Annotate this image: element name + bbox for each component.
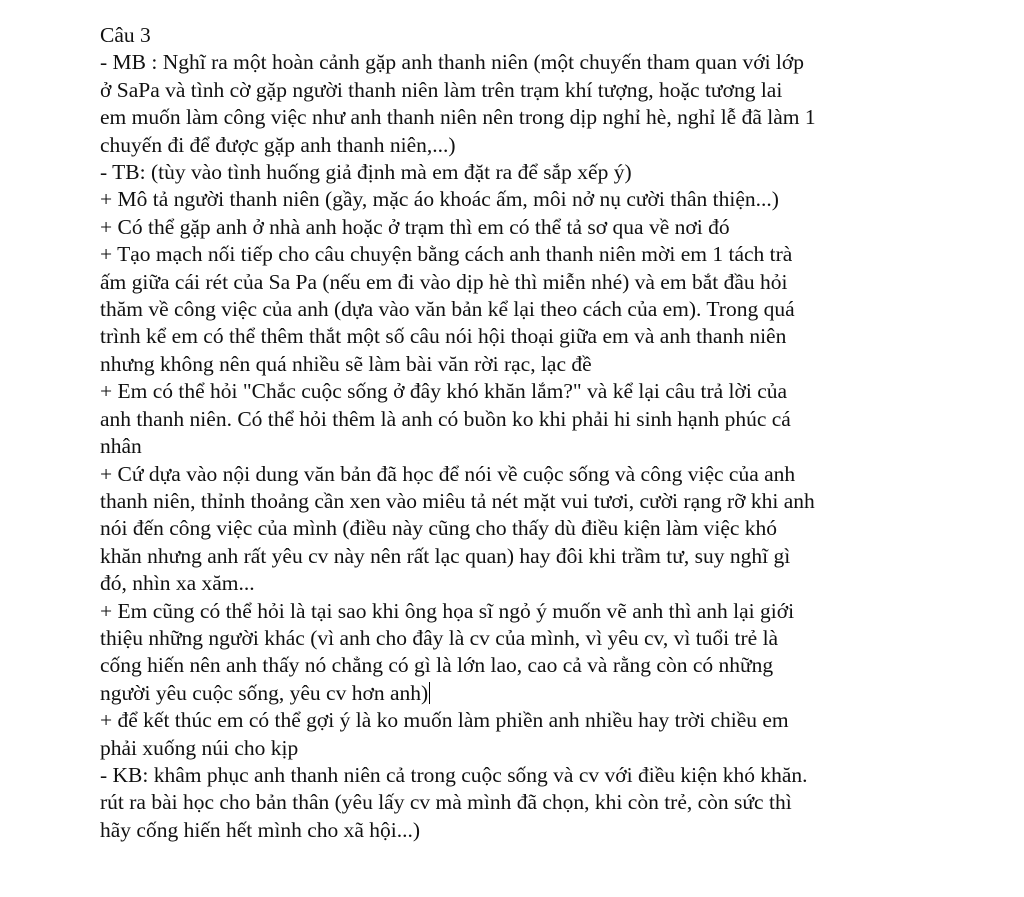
text-line: rút ra bài học cho bản thân (yêu lấy cv mà mình đã chọn, khi còn trẻ, còn sức thì (100, 790, 792, 815)
text-line-with-caret (100, 680, 1000, 707)
text-line: - TB: (tùy vào tình huống giả định mà em đặt ra để sắp xếp ý) (100, 160, 632, 185)
text-line: em muốn làm công việc như anh thanh niên nên trong dịp nghỉ hè, nghỉ lễ đã làm 1 (100, 105, 816, 130)
text-line: thiệu những người khác (vì anh cho đây là cv của mình, vì yêu cv, vì tuổi trẻ là (100, 625, 779, 650)
text-line: + Có thể gặp anh ở nhà anh hoặc ở trạm thì em có thể tả sơ qua về nơi đó (100, 214, 730, 239)
text-line: - KB: khâm phục anh thanh niên cả trong cuộc sống và cv với điều kiện khó khăn. (100, 762, 808, 787)
text-line: khăn nhưng anh rất yêu cv này nên rất lạc quan) hay đôi khi trầm tư, suy nghĩ gì (100, 543, 791, 568)
text-line: + để kết thúc em có thể gợi ý là ko muốn làm phiền anh nhiều hay trời chiều em (100, 708, 789, 733)
text-line: ở SaPa và tình cờ gặp người thanh niên làm trên trạm khí tượng, hoặc tương lai (100, 77, 783, 102)
text-line: nhân (100, 434, 142, 459)
text-line: nói đến công việc của mình (điều này cũng cho thấy dù điều kiện làm việc khó (100, 516, 778, 541)
text-line: ấm giữa cái rét của Sa Pa (nếu em đi vào dịp hè thì miễn nhé) và em bắt đầu hỏi (100, 269, 788, 294)
text-line: phải xuống núi cho kịp (100, 735, 299, 760)
text-line: anh thanh niên. Có thể hỏi thêm là anh có buồn ko khi phải hi sinh hạnh phúc cá (100, 406, 791, 431)
text-line: - MB : Nghĩ ra một hoàn cảnh gặp anh thanh niên (một chuyến tham quan với lớp (100, 50, 805, 75)
text-line: + Em có thể hỏi "Chắc cuộc sống ở đây khó khăn lắm?" và kể lại câu trả lời của (100, 379, 788, 404)
document-heading: Câu 3 (100, 23, 151, 47)
text-line: cống hiến nên anh thấy nó chẳng có gì là lớn lao, cao cả và rằng còn có những (100, 653, 774, 678)
text-line: thăm về công việc của anh (dựa vào văn bản kể lại theo cách của em). Trong quá (100, 297, 795, 322)
text-cursor (429, 682, 430, 704)
text-line: + Em cũng có thể hỏi là tại sao khi ông họa sĩ ngỏ ý muốn vẽ anh thì anh lại giới (100, 598, 795, 623)
text-line: đó, nhìn xa xăm... (100, 571, 255, 596)
text-line: + Mô tả người thanh niên (gầy, mặc áo khoác ấm, môi nở nụ cười thân thiện...) (100, 187, 779, 212)
text-line: + Tạo mạch nối tiếp cho câu chuyện bằng cách anh thanh niên mời em 1 tách trà (100, 242, 793, 267)
text-line: người yêu cuộc sống, yêu cv hơn anh) (100, 680, 429, 705)
document-body[interactable] (100, 22, 1000, 844)
text-line: chuyến đi để được gặp anh thanh niên,...) (100, 132, 456, 157)
text-line: hãy cống hiến hết mình cho xã hội...) (100, 817, 421, 842)
text-line: thanh niên, thỉnh thoảng cần xen vào miêu tả nét mặt vui tươi, cười rạng rỡ khi anh (100, 488, 815, 513)
text-line: trình kể em có thể thêm thắt một số câu nói hội thoại giữa em và anh thanh niên (100, 324, 787, 349)
text-line: nhưng không nên quá nhiều sẽ làm bài văn rời rạc, lạc đề (100, 351, 592, 376)
text-line: + Cứ dựa vào nội dung văn bản đã học để nói về cuộc sống và công việc của anh (100, 461, 796, 486)
